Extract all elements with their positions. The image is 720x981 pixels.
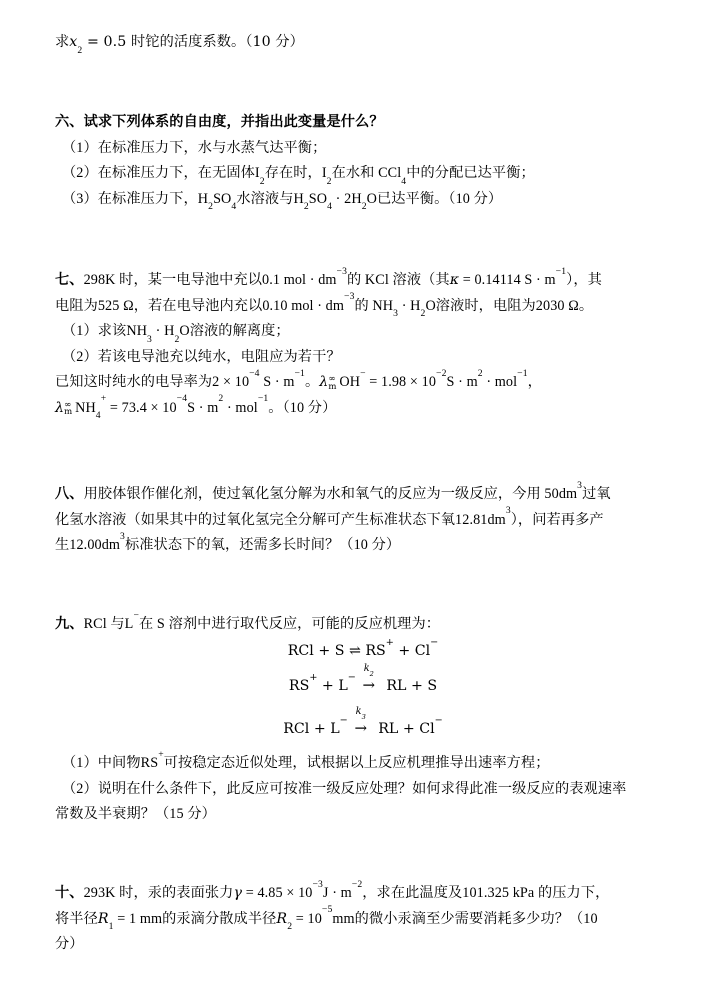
section-6-item-1 <box>55 136 671 162</box>
section-7-line-2-sup-1: −3 <box>344 291 355 303</box>
section-7-item-3-part-c: 。 <box>304 374 320 390</box>
section-6-item-2-part-d: 中的分配已达平衡； <box>406 165 535 181</box>
section-6-item-3-part-b: SO <box>213 190 232 207</box>
section-9-item-2-continued <box>55 802 671 828</box>
section-7-item-4-sup-2: −4 <box>176 393 188 405</box>
section-7-line-2-sub-1: 3 <box>393 308 399 320</box>
section-9-item-1-part-a: （1）中间物RS <box>62 755 159 771</box>
section-7-item-3-sup-1: −4 <box>249 367 260 379</box>
section-7-line-1-part-c: = 0.14114 S · m <box>459 272 556 288</box>
section-9-equation-1 <box>55 636 671 660</box>
section-7-lambda-nh4-symbol <box>55 396 73 422</box>
section-7-item-3-sup-4: −2 <box>436 367 447 379</box>
radius-R1-subscript: 1 <box>108 921 114 933</box>
section-9-item-1-part-b: 可按稳定态近似处理，试根据以上反应机理推导出速率方程； <box>163 755 550 771</box>
section-9-heading <box>55 609 671 638</box>
section-7-item-4-part-b: = 73.4 × 10 <box>106 399 177 416</box>
equation-1-rhs-a: RS <box>360 643 386 659</box>
equation-1-content <box>287 636 439 659</box>
section-7-item-3-sup-5: 2 <box>477 367 483 379</box>
section-6-item-2-sub-3: 4 <box>401 175 407 187</box>
carryover-variable: x <box>69 34 78 50</box>
section-10-line-1-part-b: = 4.85 × 10 <box>242 885 313 901</box>
section-7-item-1-part-b: · H <box>151 323 175 339</box>
section-7-line-2-sub-2: 2 <box>420 308 426 320</box>
section-10-line-1-part-a: 293K 时，汞的表面张力 <box>83 885 234 901</box>
section-9-item-1-sup: + <box>158 748 164 760</box>
section-10-line-1 <box>55 878 671 907</box>
section-8-line-2-part-a: 化氢水溶液（如果其中的过氧化氢完全分解可产生标准状态下氧12.81dm <box>55 511 506 528</box>
carryover-block <box>55 30 671 56</box>
equation-1-rhs-sup-2: − <box>430 636 439 648</box>
section-6-item-3-sub-1: 2 <box>208 201 214 213</box>
lambda-superscript-1: ∞ <box>328 374 336 385</box>
section-6-item-3-part-e: · 2H <box>332 190 362 207</box>
section-10-line-1-sup-1: −3 <box>312 878 323 890</box>
radius-R2-subscript: 2 <box>287 921 293 933</box>
rate-constant-k3-subscript: 3 <box>361 712 366 721</box>
section-7-line-2-part-d: O溶液时，电阻为2030 Ω。 <box>425 297 594 314</box>
section-6-item-3-sub-2: 4 <box>231 201 237 213</box>
section-6-item-2-sub-2: 2 <box>326 175 332 187</box>
section-10-line-2-part-d: mm的微小汞滴至少需要消耗多少功？（10 <box>332 910 598 927</box>
lambda-glyph-2: λ <box>55 399 65 416</box>
section-7-item-4-sup-1: + <box>100 393 107 405</box>
section-9-title-sup: − <box>133 609 139 621</box>
section-6-item-2 <box>55 161 671 187</box>
section-6 <box>55 110 671 212</box>
section-7-item-4 <box>55 393 671 422</box>
section-8-line-2-sup-1: 3 <box>505 505 511 517</box>
equation-3-lhs-sup-1: − <box>339 714 348 726</box>
section-10-line-3 <box>55 932 671 958</box>
section-9-equation-2 <box>55 663 671 695</box>
section-8-line-2-part-b: ），问若再多产 <box>510 511 604 528</box>
lambda-glyph-1: λ <box>319 374 329 390</box>
section-7-line-1-sup-2: −1 <box>555 265 567 277</box>
section-6-label: 六、 <box>55 114 84 130</box>
section-6-item-1-text: （1）在标准压力下，水与水蒸气达平衡； <box>62 139 327 156</box>
section-7-item-1-part-c: O溶液的解离度； <box>179 323 290 339</box>
section-9-items <box>55 748 671 828</box>
equation-3-arrow-group <box>348 706 374 737</box>
section-10-line-2-part-b: = 1 mm的汞滴分散成半径 <box>113 910 277 927</box>
section-7-item-1-sub-2: 2 <box>174 333 180 345</box>
section-7-line-1-sup-1: −3 <box>336 265 347 277</box>
equation-3-rhs-sup-1: − <box>434 714 443 726</box>
section-7-line-1 <box>55 265 671 294</box>
section-7-item-1-sub-1: 3 <box>147 333 152 345</box>
section-6-item-3-sub-5: 2 <box>361 201 367 213</box>
section-8-line-1-part-a: 用胶体银作催化剂，使过氧化氢分解为水和氧气的反应为一级反应，今用 50dm <box>83 486 578 502</box>
section-7-line-2-part-b: 的 NH <box>354 297 394 314</box>
equation-2-lhs-sup-1: + <box>309 671 318 683</box>
section-10-label: 十、 <box>55 885 84 901</box>
section-9-item-2-continued-text: 常数及半衰期？（15 分） <box>55 806 216 822</box>
section-7-kappa-symbol: κ <box>449 272 460 288</box>
section-7-item-4-sup-4: −1 <box>257 393 269 405</box>
section-7-item-3-part-a: 已知这时纯水的电导率为2 × 10 <box>55 374 250 390</box>
section-7-line-1-part-a: 298K 时，某一电导池中充以0.1 mol · dm <box>83 272 337 288</box>
section-8-line-3-sup-1: 3 <box>120 530 125 542</box>
section-10-line-2-sup-1: −5 <box>321 904 333 916</box>
radius-R2-symbol: R <box>276 910 288 927</box>
section-6-item-3 <box>55 187 671 213</box>
reaction-arrow-icon-2: → <box>362 676 376 694</box>
rate-constant-k2 <box>356 663 382 678</box>
section-9-title-part-b: 在 S 溶剂中进行取代反应，可能的反应机理为： <box>139 616 441 632</box>
section-7-item-3-sup-3: − <box>360 367 366 379</box>
section-7-item-3-part-g: · mol <box>482 374 518 390</box>
carryover-suffix: = 0.5 时铊的活度系数。（10 分） <box>82 34 304 50</box>
section-9-label: 九、 <box>55 616 84 632</box>
lambda-superscript-2: ∞ <box>64 399 72 410</box>
rate-constant-k3-symbol: k <box>355 706 362 717</box>
equation-2-lhs-a: RS <box>288 678 310 694</box>
rate-constant-k3 <box>348 706 374 721</box>
section-8-line-2 <box>55 505 671 534</box>
reaction-arrow-icon-3: → <box>354 719 368 737</box>
section-7-line-1-part-b: 的 KCl 溶液（其 <box>347 272 450 288</box>
equilibrium-arrow-icon: ⇌ <box>348 643 361 659</box>
equation-1-rhs-sup-1: + <box>385 636 394 648</box>
section-9-item-1 <box>55 748 671 777</box>
section-10-line-2-part-a: 将半径 <box>55 910 98 927</box>
section-7-lambda-oh-symbol <box>319 370 337 396</box>
section-7-item-2-text: （2）若该电导池充以纯水，电阻应为若干？ <box>62 348 341 365</box>
section-7-item-1 <box>55 319 671 345</box>
equation-3-content <box>283 706 443 737</box>
equation-2-arrow-group <box>356 663 382 694</box>
section-10-line-2 <box>55 904 671 933</box>
section-8-line-3-part-a: 生12.00dm <box>55 537 121 553</box>
section-10-line-1-sup-2: −2 <box>351 878 363 890</box>
section-7-item-4-part-c: S · m <box>187 399 219 416</box>
section-10 <box>55 878 671 958</box>
section-9-item-2-text: （2）说明在什么条件下，此反应可按准一级反应处理？如何求得此准一级反应的表观速率 <box>62 780 627 797</box>
section-6-heading <box>55 110 671 136</box>
section-8-line-1 <box>55 479 671 508</box>
section-7-item-3-part-b: S · m <box>259 374 295 390</box>
section-8 <box>55 479 671 559</box>
equation-1-lhs: RCl + S <box>287 643 349 659</box>
section-7 <box>55 265 671 422</box>
section-10-line-3-text: 分） <box>55 936 84 952</box>
section-7-item-4-sub-1: 4 <box>95 410 101 422</box>
section-9-equation-3 <box>55 706 671 738</box>
section-6-item-2-sub-1: 2 <box>259 175 265 187</box>
section-7-line-2-part-a: 电阻为525 Ω，若在电导池内充以0.10 mol · dm <box>55 297 345 314</box>
section-9-title-part-a: RCl 与L <box>83 616 134 632</box>
section-8-label: 八、 <box>55 486 84 502</box>
section-7-item-3-part-d: OH <box>339 374 361 390</box>
section-9 <box>55 609 671 638</box>
equation-2-rhs: RL + S <box>381 678 438 694</box>
section-6-title: 试求下列体系的自由度，并指出此变量是什么？ <box>83 114 384 130</box>
section-6-item-3-sub-4: 4 <box>327 201 333 213</box>
section-6-item-2-part-c: 在水和 CCl <box>331 165 402 181</box>
section-7-item-3-sup-2: −1 <box>294 367 305 379</box>
section-7-item-3 <box>55 367 671 396</box>
section-7-line-2-part-c: · H <box>398 297 421 314</box>
section-7-label: 七、 <box>55 272 84 288</box>
section-8-line-3-part-b: 标准状态下的氧，还需多长时间？（10 分） <box>124 537 401 553</box>
section-7-item-4-part-e: 。（10 分） <box>268 399 337 416</box>
section-6-item-3-sub-3: 2 <box>303 201 309 213</box>
section-7-item-1-part-a: （1）求该NH <box>62 323 148 339</box>
section-7-item-2 <box>55 345 671 371</box>
carryover-line <box>55 30 671 56</box>
equation-3-lhs-a: RCl + L <box>283 721 340 737</box>
section-7-line-1-part-d: ），其 <box>566 272 602 288</box>
section-7-item-4-sup-3: 2 <box>218 393 224 405</box>
lambda-subscript-1: m <box>328 381 337 392</box>
section-6-item-2-part-b: 存在时，I <box>264 165 327 181</box>
rate-constant-k2-subscript: 2 <box>369 669 374 678</box>
section-7-item-4-part-d: · mol <box>223 399 258 416</box>
section-10-line-1-part-d: ，求在此温度及101.325 kPa 的压力下， <box>362 885 610 901</box>
section-10-line-1-part-c: J · m <box>322 885 352 901</box>
section-7-line-2 <box>55 291 671 320</box>
equation-2-lhs-b: + L <box>317 678 348 694</box>
section-6-item-3-part-d: SO <box>308 190 328 207</box>
section-7-item-3-part-h: ， <box>527 374 542 390</box>
surface-tension-gamma-symbol: γ <box>233 885 243 901</box>
section-8-line-1-part-b: 过氧 <box>582 486 611 502</box>
section-6-item-3-part-a: （3）在标准压力下，H <box>62 190 209 207</box>
section-6-item-3-part-c: 水溶液与H <box>236 190 304 207</box>
carryover-prefix: 求 <box>55 34 70 50</box>
equation-3-rhs-a: RL + Cl <box>373 721 435 737</box>
rate-constant-k2-symbol: k <box>363 663 370 674</box>
carryover-variable-subscript: 2 <box>77 44 83 56</box>
section-6-item-3-part-f: O已达平衡。（10 分） <box>366 190 503 207</box>
section-7-item-3-sup-6: −1 <box>517 367 528 379</box>
section-9-item-2 <box>55 777 671 803</box>
section-7-item-4-part-a: NH <box>75 399 96 416</box>
section-6-item-2-part-a: （2）在标准压力下，在无固体I <box>62 165 260 181</box>
equation-2-lhs-sup-2: − <box>347 671 356 683</box>
lambda-subscript-2: m <box>64 407 73 418</box>
equation-1-rhs-b: + Cl <box>393 643 431 659</box>
radius-R1-symbol: R <box>97 910 109 927</box>
section-7-item-3-part-e: = 1.98 × 10 <box>365 374 437 390</box>
equation-2-content <box>288 663 438 694</box>
section-8-line-1-sup-1: 3 <box>577 479 583 491</box>
section-7-item-3-part-f: S · m <box>446 374 478 390</box>
section-10-line-2-part-c: = 10 <box>292 910 322 927</box>
section-8-line-3 <box>55 530 671 559</box>
